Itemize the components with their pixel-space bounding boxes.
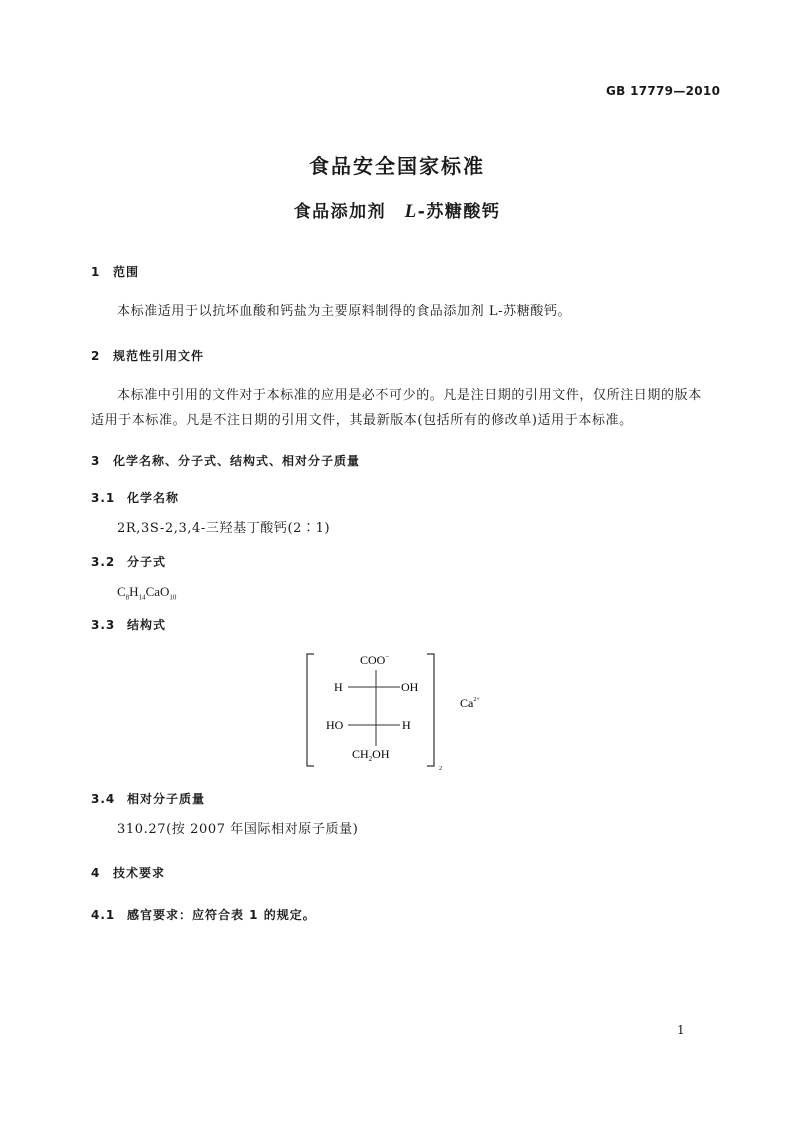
calcium-cation: $Ca^{2+}$ xyxy=(460,696,480,710)
document-title: 食品安全国家标准 xyxy=(309,154,485,178)
hydroxymethyl-group: $CH_2OH$ xyxy=(352,747,390,763)
section-4-1-heading xyxy=(91,906,316,923)
section-number: 4 xyxy=(91,866,101,880)
section-number: 2 xyxy=(91,349,101,363)
row2-right-atom: H xyxy=(402,718,411,732)
formula-oxygen-count: 10 xyxy=(169,593,177,602)
formula-carbon-count: 8 xyxy=(125,593,130,602)
standard-number: GB 17779—2010 xyxy=(606,84,721,98)
formula-hydrogen: H xyxy=(129,584,139,599)
subtitle-prefix: 食品添加剂 xyxy=(293,202,405,222)
carboxylate-group: COO− xyxy=(360,653,390,667)
section-title: 化学名称 xyxy=(127,491,180,505)
section-2-text: 本标准中引用的文件对于本标准的应用是必不可少的。凡是注日期的引用文件，仅所注日期的版本适用于本标准。凡是不注日期的引用文件，其最新版本(包括所有的修改单)适用于本标准。 xyxy=(91,388,702,428)
section-number: 3.4 xyxy=(91,792,116,806)
section-3-1-heading xyxy=(91,489,179,506)
section-title: 技术要求 xyxy=(113,866,166,880)
bracket-multiplier: 2 xyxy=(439,766,442,772)
section-3-2-heading xyxy=(91,553,166,570)
formula-carbon: C xyxy=(117,584,126,599)
section-title: 感官要求：应符合表 1 的规定。 xyxy=(127,908,316,922)
section-title: 分子式 xyxy=(127,555,167,569)
section-number: 3.1 xyxy=(91,491,116,505)
subtitle-italic-l: L xyxy=(404,201,418,222)
section-1-heading xyxy=(91,263,139,280)
section-title: 化学名称、分子式、结构式、相对分子质量 xyxy=(113,454,361,468)
molecular-mass: 310.27(按 2007 年国际相对原子质量) xyxy=(117,822,359,837)
section-number: 3 xyxy=(91,454,101,468)
section-1-text: 本标准适用于以抗坏血酸和钙盐为主要原料制得的食品添加剂 L-苏糖酸钙。 xyxy=(117,304,572,319)
section-3-3-heading xyxy=(91,616,166,633)
page-number: 1 xyxy=(677,1023,685,1037)
formula-calcium-oxygen: CaO xyxy=(145,584,170,599)
structural-formula xyxy=(300,648,500,772)
row1-left-atom: H xyxy=(334,680,343,694)
section-title: 范围 xyxy=(113,265,140,279)
structure-background xyxy=(300,648,490,772)
section-title: 规范性引用文件 xyxy=(113,349,205,363)
section-2-heading xyxy=(91,347,204,364)
section-title: 相对分子质量 xyxy=(127,792,206,806)
section-number: 3.2 xyxy=(91,555,116,569)
row2-left-group: HO xyxy=(326,718,344,732)
subtitle-suffix: -苏糖酸钙 xyxy=(417,202,501,222)
section-number: 3.3 xyxy=(91,618,116,632)
document-subtitle xyxy=(0,197,794,223)
row1-right-group: OH xyxy=(401,680,419,694)
molecular-formula xyxy=(117,584,176,602)
section-3-heading xyxy=(91,452,360,469)
formula-hydrogen-count: 14 xyxy=(138,593,146,602)
section-number: 1 xyxy=(91,265,101,279)
section-title: 结构式 xyxy=(127,618,167,632)
section-3-4-heading xyxy=(91,790,205,807)
section-4-heading xyxy=(91,864,165,881)
chemical-name: 2R,3S-2,3,4-三羟基丁酸钙(2∶1) xyxy=(117,521,331,536)
section-number: 4.1 xyxy=(91,908,116,922)
